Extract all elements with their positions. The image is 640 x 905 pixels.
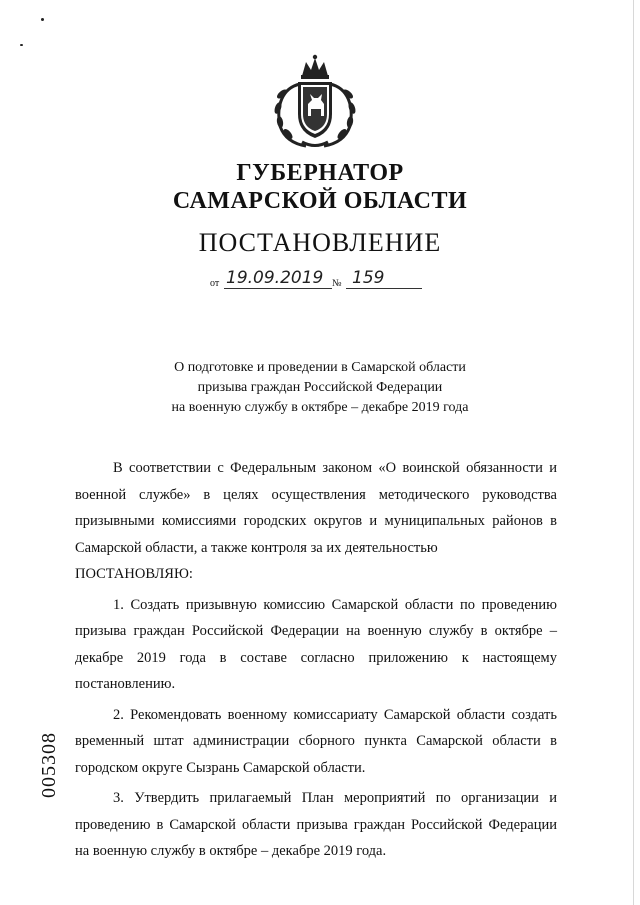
date-underline	[224, 288, 332, 289]
document-body	[75, 455, 557, 865]
scan-speck	[41, 18, 44, 21]
coat-of-arms-icon	[270, 54, 360, 150]
date-value: 19.09.2019	[226, 268, 324, 288]
registration-number: 005308	[38, 732, 60, 798]
number-prefix: №	[332, 278, 342, 289]
authority-title: ГУБЕРНАТОР	[236, 160, 404, 186]
date-number-line	[210, 268, 430, 292]
preamble-paragraph: В соответствии с Федеральным законом «О воинской обязанности и военной службе» в целях осуществления методического руководства призывными комиссиями городских округов и муниципальных районов в Самарской области, а также контроля за их деятельностью	[75, 460, 557, 556]
number-value: 159	[352, 268, 385, 288]
subject-line: О подготовке и проведении в Самарской области	[174, 360, 466, 375]
subject-line: на военную службу в октябре – декабре 2019 года	[171, 400, 469, 415]
scan-speck	[20, 44, 23, 46]
authority-region: САМАРСКОЙ ОБЛАСТИ	[172, 188, 468, 214]
resolve-word: ПОСТАНОВЛЯЮ:	[75, 566, 193, 582]
item-1-paragraph: 1. Создать призывную комиссию Самарской области по проведению призыва граждан Российской Федерации на военную службу в октябре – декабре 2019 года в составе согласно приложению к настоящему постановлению.	[75, 596, 557, 692]
number-underline	[346, 288, 422, 289]
subject-line: призыва граждан Российской Федерации	[197, 380, 443, 395]
date-prefix: от	[210, 278, 220, 289]
item-2-paragraph: 2. Рекомендовать военному комиссариату Самарской области создать временный штат администрации сборного пункта Самарской области в городском округе Сызрань Самарской области.	[75, 706, 557, 776]
item-3-paragraph: 3. Утвердить прилагаемый План мероприятий по организации и проведению в Самарской области призыва граждан Российской Федерации на военную службу в октябре – декабре 2019 года.	[75, 790, 557, 859]
page-edge	[633, 0, 634, 905]
document-subject	[0, 358, 640, 418]
document-type: ПОСТАНОВЛЕНИЕ	[198, 228, 442, 257]
